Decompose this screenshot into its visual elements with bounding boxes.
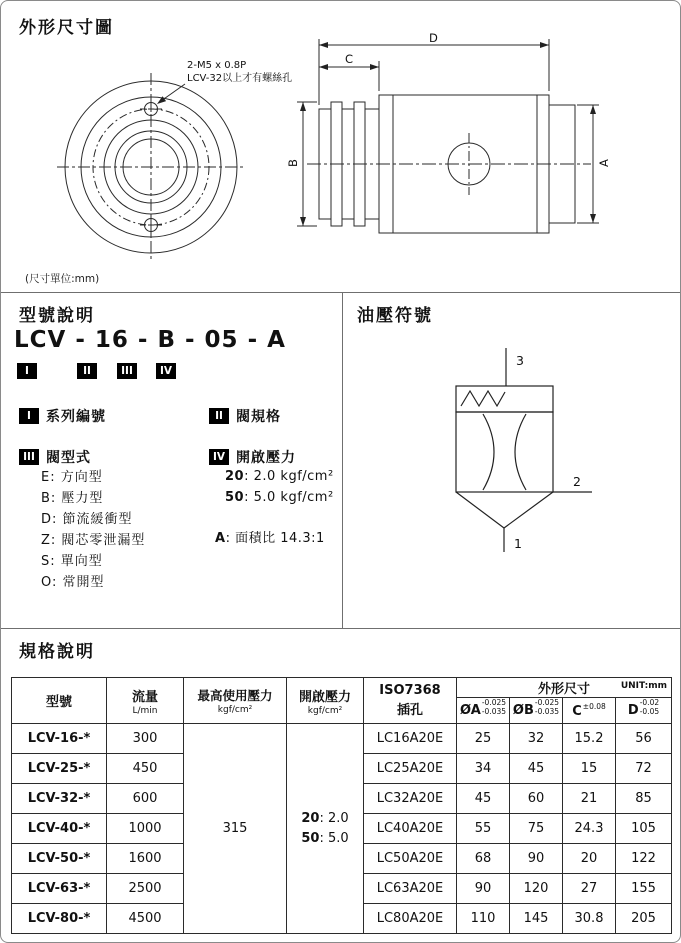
cell-iso: LC25A20E (364, 754, 457, 784)
valve-type-option: O: 常開型 (41, 575, 105, 590)
cell-flow: 1600 (107, 844, 184, 874)
col-header-flow: 流量 L/min (107, 678, 184, 724)
legend-open-pressure (209, 447, 296, 467)
cell-flow: 600 (107, 784, 184, 814)
divider-2 (1, 628, 680, 629)
col-header-dia-a: ØA -0.025 -0.035 (457, 698, 510, 724)
cell-model: LCV-40-* (12, 814, 107, 844)
annotation-line2: LCV-32以上才有螺絲孔 (187, 73, 293, 84)
cell-iso: LC63A20E (364, 874, 457, 904)
front-view-drawing (57, 73, 245, 261)
cell-dim-d: 72 (616, 754, 672, 784)
legend-series (19, 406, 106, 426)
col-header-model: 型號 (12, 678, 107, 724)
dimension-labels (286, 31, 611, 167)
dim-label-a: A (597, 159, 611, 167)
col-header-iso7368: ISO7368 插孔 (364, 678, 457, 724)
cell-iso: LC16A20E (364, 724, 457, 754)
cell-dim-d: 85 (616, 784, 672, 814)
cell-flow: 2500 (107, 874, 184, 904)
dimension-arrowheads (300, 42, 596, 226)
cell-dim-b: 90 (510, 844, 563, 874)
legend-marker-4: IV (209, 449, 229, 465)
port-label-1: 1 (514, 536, 522, 551)
cell-dim-b: 75 (510, 814, 563, 844)
cell-iso: LC40A20E (364, 814, 457, 844)
cell-model: LCV-80-* (12, 904, 107, 934)
area-ratio-note: A: 面積比 14.3:1 (215, 531, 325, 546)
dim-label-d: D (429, 31, 438, 45)
outline-dimension-drawing (1, 31, 681, 289)
cell-dim-b: 60 (510, 784, 563, 814)
port-label-2: 2 (573, 474, 581, 489)
hydraulic-port-labels (514, 353, 581, 551)
code-marker-2: II (77, 363, 97, 379)
cell-dim-a: 45 (457, 784, 510, 814)
cell-model: LCV-32-* (12, 784, 107, 814)
cell-model: LCV-63-* (12, 874, 107, 904)
legend-marker-3: III (19, 449, 39, 465)
cell-dim-d: 105 (616, 814, 672, 844)
drawing-annotation (157, 60, 292, 104)
col-header-dia-b: ØB -0.025 -0.035 (510, 698, 563, 724)
cell-model: LCV-50-* (12, 844, 107, 874)
valve-type-list (41, 467, 145, 593)
cell-dim-b: 120 (510, 874, 563, 904)
valve-type-option: S: 單向型 (41, 554, 103, 569)
cell-dim-d: 122 (616, 844, 672, 874)
cell-flow: 450 (107, 754, 184, 784)
dim-label-c: C (345, 52, 354, 66)
cell-dim-d: 205 (616, 904, 672, 934)
code-marker-1: I (17, 363, 37, 379)
cell-dim-b: 45 (510, 754, 563, 784)
cell-dim-b: 32 (510, 724, 563, 754)
cell-dim-c: 15.2 (563, 724, 616, 754)
symbol-section-title: 油壓符號 (357, 306, 433, 326)
cell-dim-a: 25 (457, 724, 510, 754)
cell-dim-a: 90 (457, 874, 510, 904)
model-section-title: 型號說明 (19, 306, 95, 326)
legend-label-1: 系列編號 (46, 409, 106, 425)
cell-iso: LC32A20E (364, 784, 457, 814)
legend-label-2: 閥規格 (236, 409, 281, 425)
spec-section-title: 規格說明 (19, 642, 95, 662)
pressure-option-50: 50: 5.0 kgf/cm² (225, 490, 334, 505)
legend-valve-type (19, 447, 91, 467)
cell-flow: 300 (107, 724, 184, 754)
cell-dim-b: 145 (510, 904, 563, 934)
side-view-drawing (307, 95, 591, 233)
spec-table (11, 677, 672, 934)
cell-flow: 1000 (107, 814, 184, 844)
port-label-3: 3 (516, 353, 524, 368)
legend-marker-2: II (209, 408, 229, 424)
cell-dim-c: 21 (563, 784, 616, 814)
hydraulic-symbol (342, 292, 681, 627)
valve-type-option: E: 方向型 (41, 470, 103, 485)
col-header-open-pressure: 開啟壓力 kgf/cm² (287, 678, 364, 724)
cell-iso: LC50A20E (364, 844, 457, 874)
table-row (12, 724, 672, 754)
annotation-line1: 2-M5 x 0.8P (187, 60, 247, 71)
cell-flow: 4500 (107, 904, 184, 934)
cell-model: LCV-25-* (12, 754, 107, 784)
col-header-max-pressure: 最高使用壓力 kgf/cm² (184, 678, 287, 724)
cell-iso: LC80A20E (364, 904, 457, 934)
cell-dim-d: 155 (616, 874, 672, 904)
model-code: LCV - 16 - B - 05 - A (14, 327, 286, 353)
cell-dim-d: 56 (616, 724, 672, 754)
col-header-dimensions: 外形尺寸 UNIT:mm (457, 678, 672, 698)
unit-note: (尺寸單位:mm) (25, 273, 100, 285)
pressure-option-20: 20: 2.0 kgf/cm² (225, 469, 334, 484)
cell-dim-a: 55 (457, 814, 510, 844)
cell-dim-c: 15 (563, 754, 616, 784)
legend-label-3: 閥型式 (46, 450, 91, 466)
unit-mm-note: UNIT:mm (620, 681, 668, 691)
valve-type-option: D: 節流緩衝型 (41, 512, 133, 527)
hydraulic-symbol-lines (456, 348, 592, 552)
cell-open-pressure: 20: 2.0 50: 5.0 (287, 724, 364, 934)
cell-dim-c: 24.3 (563, 814, 616, 844)
cell-dim-c: 27 (563, 874, 616, 904)
code-marker-3: III (117, 363, 137, 379)
valve-type-option: Z: 閥芯零泄漏型 (41, 533, 146, 548)
cell-dim-c: 20 (563, 844, 616, 874)
legend-label-4: 開啟壓力 (236, 450, 297, 466)
outline-section-title: 外形尺寸圖 (19, 18, 114, 38)
col-header-d: D -0.02 -0.05 (616, 698, 672, 724)
dim-label-b: B (286, 159, 300, 167)
legend-marker-1: I (19, 408, 39, 424)
col-header-c: $C^{\pm 0.08}$ (563, 698, 616, 724)
cell-model: LCV-16-* (12, 724, 107, 754)
code-marker-4: IV (156, 363, 176, 379)
cell-max-pressure: 315 (184, 724, 287, 934)
cell-dim-a: 34 (457, 754, 510, 784)
cell-dim-c: 30.8 (563, 904, 616, 934)
header-row-1 (12, 678, 672, 698)
cell-dim-a: 110 (457, 904, 510, 934)
cell-dim-a: 68 (457, 844, 510, 874)
legend-valve-spec (209, 406, 281, 426)
valve-type-option: B: 壓力型 (41, 491, 104, 506)
